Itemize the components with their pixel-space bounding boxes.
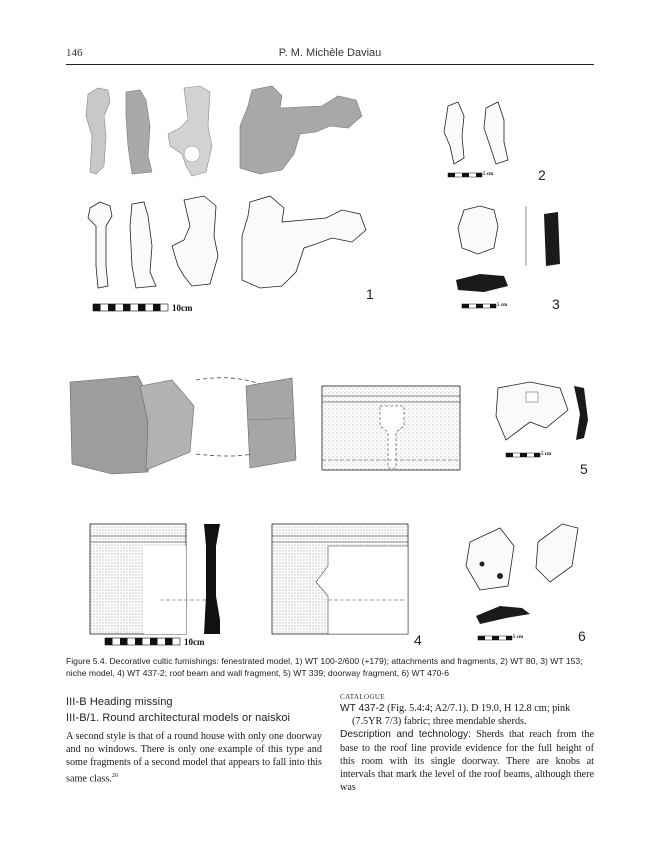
scale-bar-small-6: [478, 636, 512, 640]
body-paragraph: [66, 730, 322, 785]
run-in-label: Description and technology:: [340, 729, 471, 741]
scale-bar-large-1: [93, 304, 168, 311]
object-3-drawing: [456, 206, 560, 292]
section-heading: III-B Heading missing: [66, 696, 173, 708]
object-6-drawing: [466, 524, 578, 624]
figure-number-2: 2: [538, 167, 546, 183]
scale-bar-small-5: [506, 453, 540, 457]
object-5-drawing: [496, 382, 588, 440]
subsection-heading: III-B/1. Round architectural models or naiskoi: [66, 712, 291, 724]
catalogue-entry-id: WT 437-2: [340, 703, 385, 714]
object-1-photos: [86, 86, 362, 176]
object-4-elevation: [322, 386, 460, 470]
scale-label-small-3: 5 cm: [497, 303, 508, 308]
figure-number-6: 6: [578, 628, 586, 644]
scale-label-large-1: 10cm: [172, 303, 193, 313]
object-1-drawings: [88, 196, 366, 288]
figure-number-5: 5: [580, 461, 588, 477]
figure-number-4: 4: [414, 632, 422, 648]
catalogue-label: CATALOGUE: [340, 693, 386, 701]
paragraph-text: A second style is that of a round house with only one doorway and no windows. There is only one example of this type and some fragments of a second model that appears to fall into this same class.: [66, 731, 322, 784]
scale-label-small-2: 5 cm: [483, 172, 494, 177]
object-4-sections: [90, 524, 408, 634]
catalogue-entry-details: (Fig. 5.4:4; A2/7.1). D 19.0, H 12.8 cm; pink: [384, 703, 571, 714]
footnote-ref[interactable]: 20: [111, 772, 118, 779]
scale-bar-small-3: [462, 304, 496, 308]
object-2-drawing: [444, 102, 508, 164]
description-text: Sherds that reach from the base to the roof line provide evidence for the full height of this room with its single doorway. There are knobs at intervals that mark the level of the roof beams, although there was: [340, 729, 594, 794]
header-rule: [66, 64, 594, 65]
page-number: 146: [66, 47, 83, 59]
object-4-photo: [70, 376, 296, 474]
left-column: [66, 694, 322, 785]
right-column: [340, 692, 594, 794]
scale-bar-large-2: [105, 638, 180, 645]
catalogue-entry: [340, 702, 594, 715]
scale-label-small-6: 5 cm: [513, 635, 524, 640]
description-paragraph: [340, 728, 594, 794]
running-title: P. M. Michèle Daviau: [278, 47, 382, 59]
scale-bar-small-2: [448, 173, 482, 177]
scale-label-small-5: 5 cm: [541, 452, 552, 457]
catalogue-entry-fabric: (7.5YR 7/3) fabric; three mendable sherds.: [352, 716, 527, 728]
figure-number-3: 3: [552, 296, 560, 312]
figure-illustrations: [60, 76, 600, 651]
running-head: [66, 47, 594, 63]
figure-caption: Figure 5.4. Decorative cultic furnishings: fenestrated model, 1) WT 100-2/600 (+179); attachments and fragments, 2) WT 80, 3) WT 153; niche model, 4) WT 437-2; roof beam and wall fragment, 5) WT 339; doorway fragment, 6) WT 470-6: [66, 656, 583, 678]
scale-label-large-2: 10cm: [184, 637, 205, 647]
figure-number-1: 1: [366, 286, 374, 302]
